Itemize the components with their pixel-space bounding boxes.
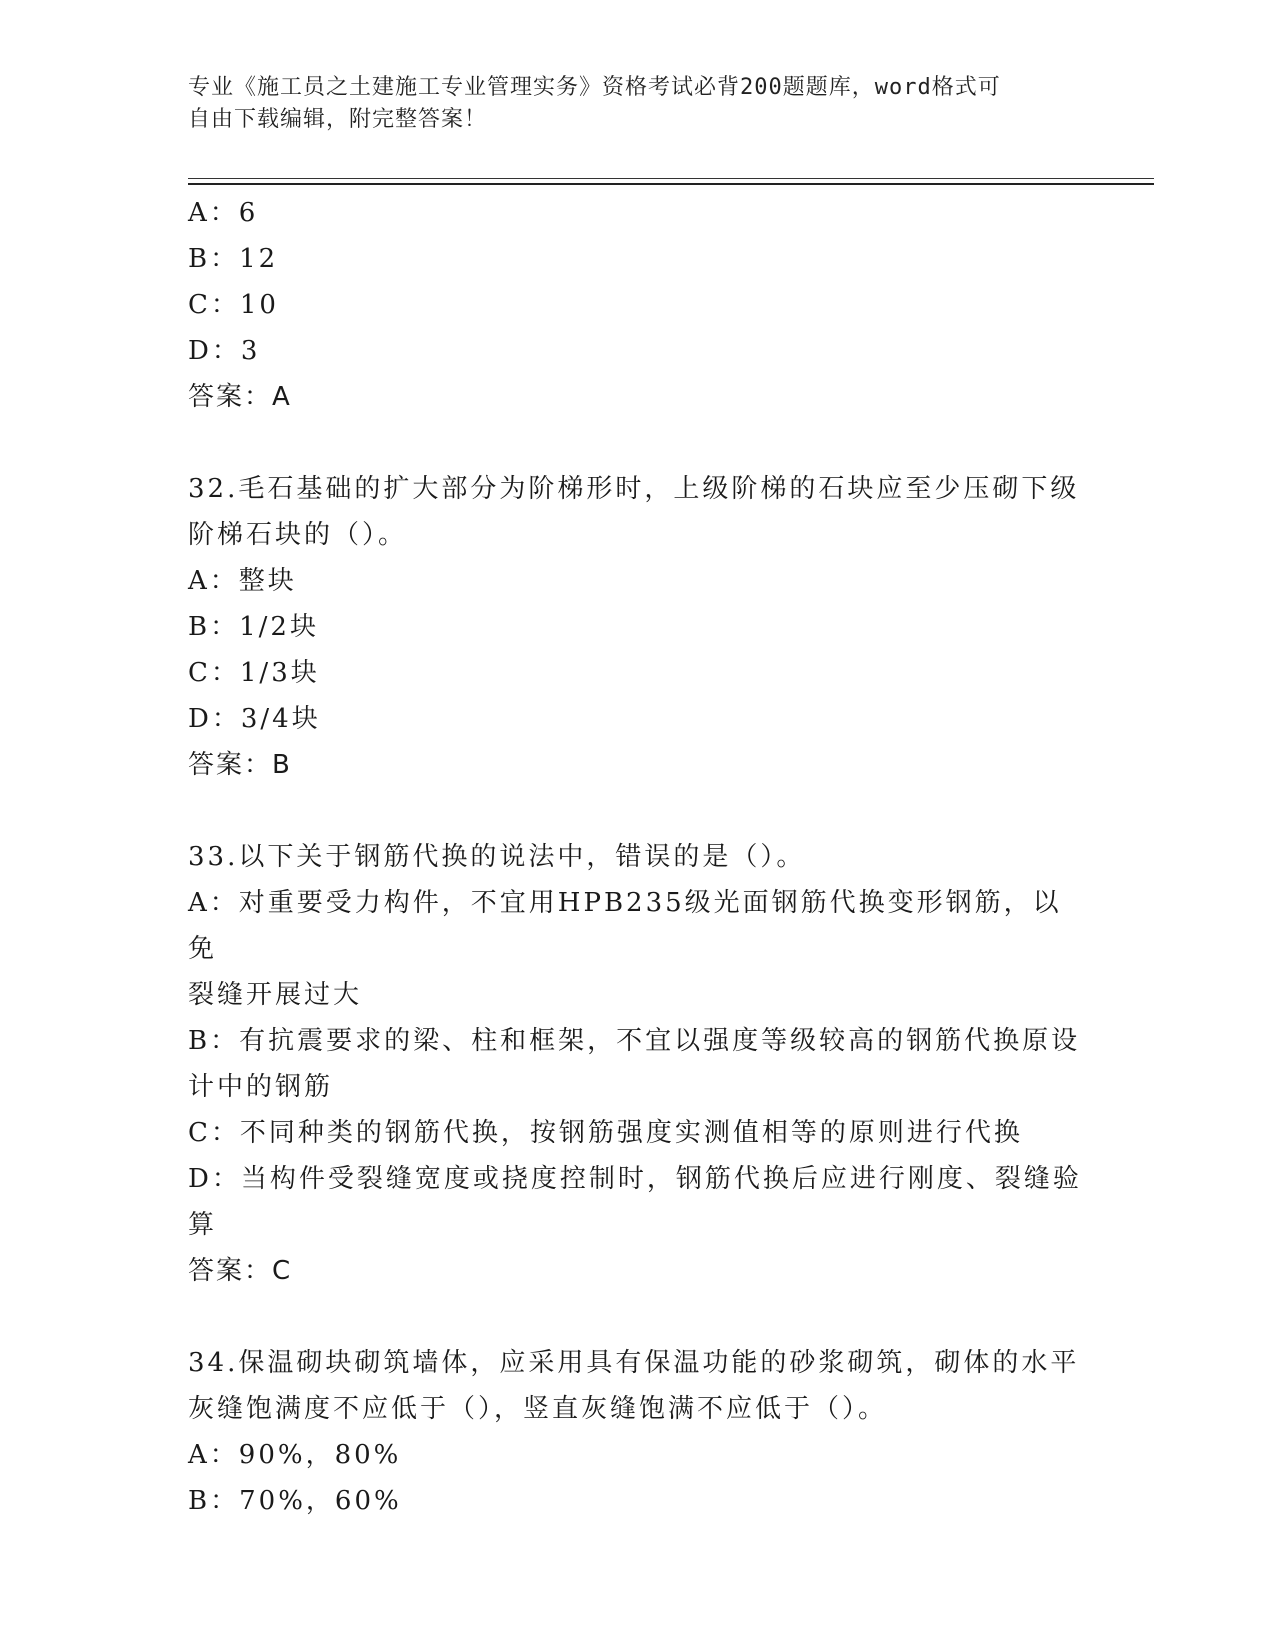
option-d: D：3/4块 xyxy=(188,704,321,734)
header-title-line-1: 专业《施工员之土建施工专业管理实务》资格考试必背200题题库，word格式可 xyxy=(188,75,1001,100)
question-32 xyxy=(188,466,1088,788)
answer-line: 答案：B xyxy=(188,750,292,780)
option-b-line-2: 计中的钢筋 xyxy=(188,1072,334,1102)
question-31-continued xyxy=(188,190,1088,420)
question-stem-line-2: 灰缝饱满度不应低于（），竖直灰缝饱满不应低于（）。 xyxy=(188,1394,888,1424)
header-title-line-2: 自由下载编辑，附完整答案！ xyxy=(188,107,488,132)
question-34 xyxy=(188,1340,1088,1524)
option-d: D：3 xyxy=(188,336,261,366)
spacer xyxy=(188,420,1088,466)
question-stem-line-1: 32.毛石基础的扩大部分为阶梯形时，上级阶梯的石块应至少压砌下级 xyxy=(188,474,1080,504)
option-a-line-2: 裂缝开展过大 xyxy=(188,980,363,1010)
question-list xyxy=(188,190,1088,1524)
option-a-line-1: A：对重要受力构件，不宜用HPB235级光面钢筋代换变形钢筋，以免 xyxy=(188,888,1062,964)
question-stem-line-1: 33.以下关于钢筋代换的说法中，错误的是（）。 xyxy=(188,842,806,872)
option-b: B：1/2块 xyxy=(188,612,319,642)
spacer xyxy=(188,1294,1088,1340)
answer-line: 答案：C xyxy=(188,1256,293,1286)
option-b-line-1: B：有抗震要求的梁、柱和框架，不宜以强度等级较高的钢筋代换原设 xyxy=(188,1026,1081,1056)
option-b: B：70%，60% xyxy=(188,1486,402,1516)
header-divider-thick xyxy=(188,183,1154,185)
option-d-line-1: D：当构件受裂缝宽度或挠度控制时，钢筋代换后应进行刚度、裂缝验 xyxy=(188,1164,1082,1194)
option-b: B：12 xyxy=(188,244,279,274)
option-c: C：1/3块 xyxy=(188,658,320,688)
option-c: C：10 xyxy=(188,290,279,320)
spacer xyxy=(188,788,1088,834)
question-stem-line-2: 阶梯石块的（）。 xyxy=(188,520,408,550)
option-d-line-2: 算 xyxy=(188,1210,218,1240)
option-a: A：整块 xyxy=(188,566,297,596)
header-divider-thin xyxy=(188,178,1154,179)
page-header xyxy=(188,72,1068,136)
question-33 xyxy=(188,834,1088,1294)
option-a: A：90%，80% xyxy=(188,1440,402,1470)
option-a: A：6 xyxy=(188,198,259,228)
answer-line: 答案：A xyxy=(188,382,292,412)
option-c-line-1: C：不同种类的钢筋代换，按钢筋强度实测值相等的原则进行代换 xyxy=(188,1118,1023,1148)
question-stem-line-1: 34.保温砌块砌筑墙体，应采用具有保温功能的砂浆砌筑，砌体的水平 xyxy=(188,1348,1080,1378)
